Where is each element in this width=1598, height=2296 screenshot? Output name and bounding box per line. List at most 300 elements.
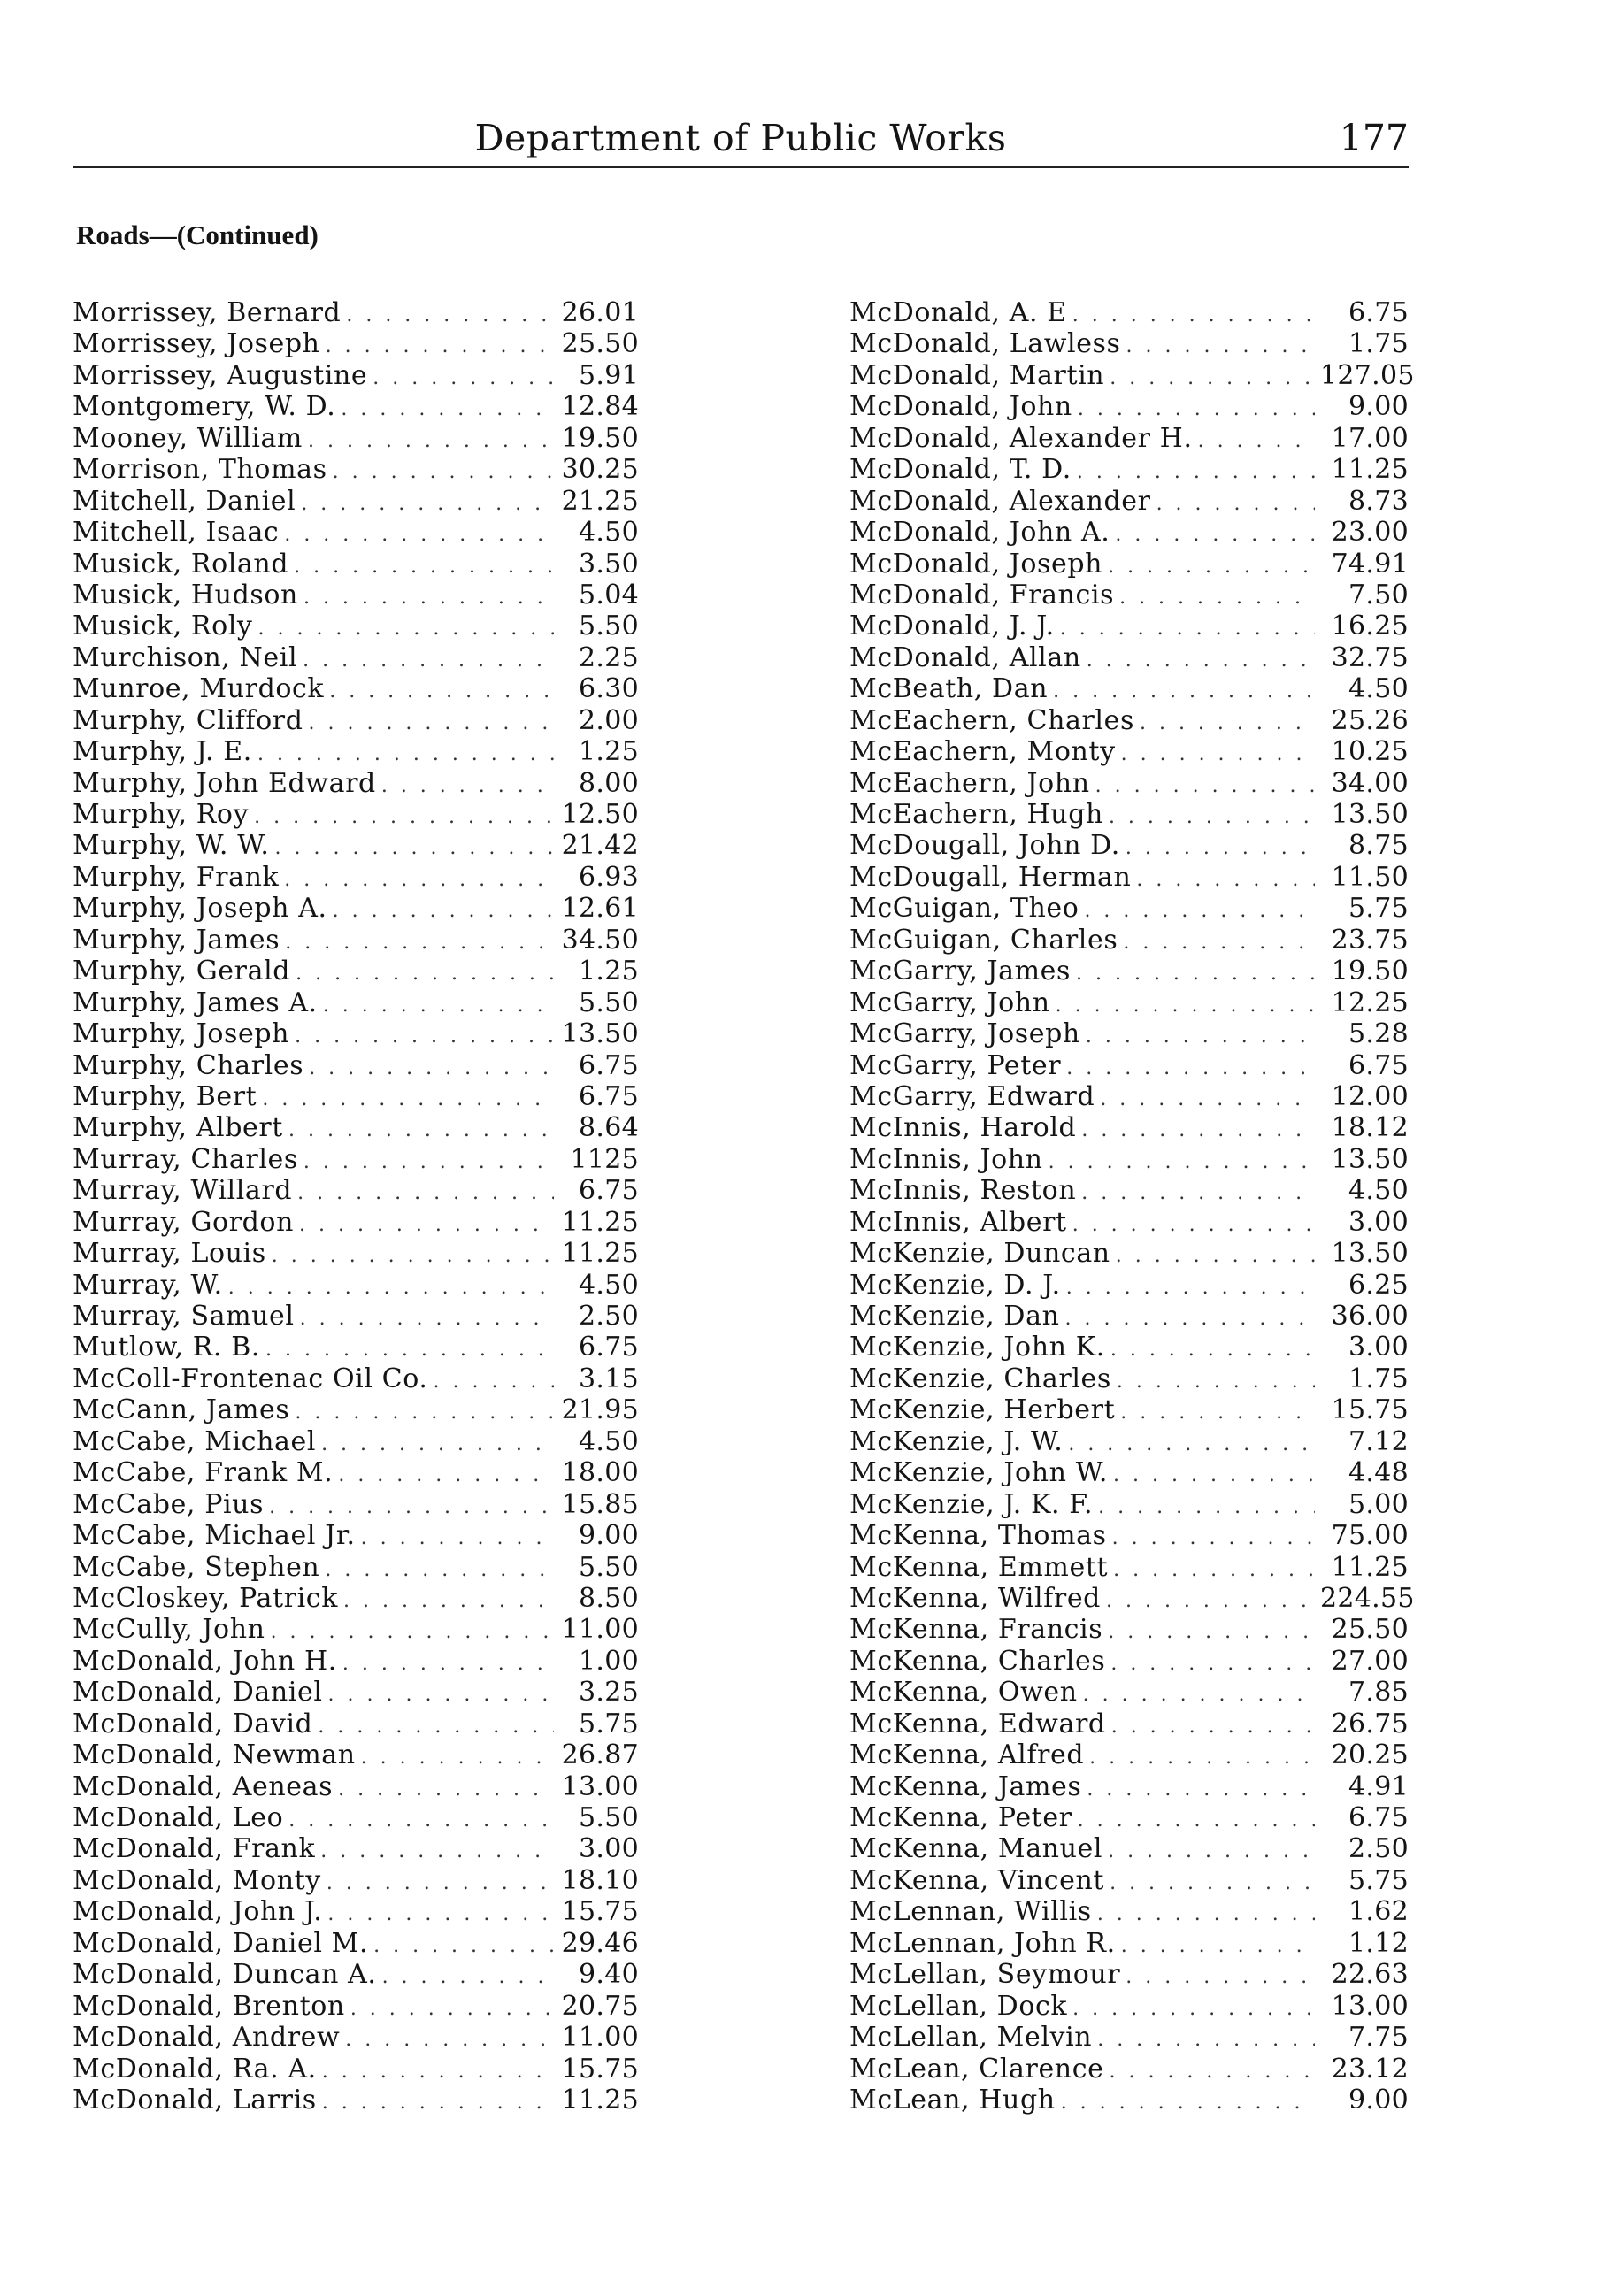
payee-name: McDonald, Leo — [73, 1802, 284, 1833]
payment-amount: 4.50 — [579, 1425, 639, 1457]
payee-name: Murphy, Bert — [73, 1080, 257, 1112]
dot-leader — [309, 708, 555, 739]
payee-name: McDonald, John J. — [73, 1896, 323, 1928]
dot-leader — [1109, 802, 1315, 833]
payment-amount: 6.75 — [1348, 297, 1409, 328]
payee-name: Murray, Charles — [73, 1143, 298, 1175]
payment-amount: 8.50 — [579, 1582, 639, 1614]
dot-leader — [288, 1805, 554, 1836]
payee-name: Murray, Louis — [73, 1238, 266, 1270]
payee-name: McKenzie, D. J. — [849, 1269, 1061, 1301]
dot-leader — [1121, 1931, 1315, 1962]
payee-name: Musick, Roly — [73, 610, 253, 642]
payment-amount: 2.00 — [579, 704, 639, 736]
payment-amount: 16.25 — [1331, 610, 1409, 642]
payment-amount: 1.00 — [579, 1645, 639, 1677]
payee-name: McKenna, Charles — [849, 1645, 1106, 1677]
list-item — [849, 1332, 1409, 1363]
payee-name: McKenzie, Dan — [849, 1301, 1060, 1332]
dot-leader — [373, 1931, 554, 1962]
list-item — [73, 328, 639, 359]
dot-leader — [1110, 1868, 1315, 1899]
list-item — [849, 1112, 1409, 1143]
payment-amount: 5.75 — [1348, 1864, 1409, 1896]
list-item — [73, 1802, 639, 1833]
dot-leader — [373, 363, 554, 394]
payee-name: McDonald, John — [849, 391, 1072, 423]
payment-amount: 18.00 — [561, 1457, 639, 1489]
payee-name: Murphy, Clifford — [73, 704, 303, 736]
dot-leader — [1108, 1616, 1315, 1647]
payment-amount: 2.50 — [1348, 1833, 1409, 1865]
list-item — [849, 2054, 1409, 2085]
list-item — [849, 1175, 1409, 1206]
payment-amount: 4.50 — [579, 517, 639, 549]
payment-amount: 11.25 — [561, 2084, 639, 2116]
list-item — [849, 297, 1409, 328]
payee-name: McCann, James — [73, 1394, 290, 1426]
payee-name: McCloskey, Patrick — [73, 1582, 338, 1614]
list-item — [849, 1833, 1409, 1864]
dot-leader — [285, 927, 554, 958]
payee-name: McDonald, Brenton — [73, 1990, 345, 2022]
payee-name: Mutlow, R. B. — [73, 1332, 260, 1363]
payment-amount: 5.00 — [1348, 1488, 1409, 1520]
dot-leader — [361, 1742, 554, 1773]
payee-name: McKenna, Owen — [849, 1677, 1078, 1709]
list-item — [73, 1332, 639, 1363]
payee-name: McLellan, Dock — [849, 1990, 1068, 2022]
payment-amount: 1.25 — [579, 956, 639, 987]
payment-amount: 13.50 — [1331, 1238, 1409, 1270]
payee-name: McDonald, Larris — [73, 2084, 317, 2116]
dot-leader — [1121, 739, 1315, 770]
dot-leader — [284, 519, 554, 550]
dot-leader — [1068, 1429, 1315, 1460]
payment-amount: 34.50 — [561, 924, 639, 956]
payment-amount: 6.75 — [1348, 1802, 1409, 1833]
list-item — [849, 1489, 1409, 1520]
payment-amount: 9.00 — [1348, 391, 1409, 423]
payment-amount: 32.75 — [1331, 641, 1409, 673]
dot-leader — [1126, 331, 1315, 362]
payee-name: McDonald, Alexander H. — [849, 422, 1193, 454]
list-item — [849, 2022, 1409, 2053]
dot-leader — [288, 1115, 554, 1146]
payee-name: McKenna, Vincent — [849, 1864, 1105, 1896]
dot-leader — [1097, 1899, 1315, 1930]
payment-amount: 5.91 — [579, 359, 639, 391]
dot-leader — [1053, 676, 1315, 707]
list-item — [73, 862, 639, 893]
payment-amount: 4.48 — [1348, 1457, 1409, 1489]
dot-leader — [1072, 1993, 1315, 2024]
payment-amount: 21.25 — [561, 485, 639, 517]
dot-leader — [1084, 895, 1315, 926]
dot-leader — [341, 394, 554, 425]
list-item — [73, 1144, 639, 1175]
dot-leader — [327, 1899, 554, 1930]
payment-amount: 25.50 — [561, 328, 639, 360]
list-item — [73, 1050, 639, 1081]
payee-name: Murphy, Charles — [73, 1049, 304, 1081]
dot-leader — [272, 1240, 554, 1271]
payment-amount: 12.00 — [1331, 1080, 1409, 1112]
payee-name: McLennan, Willis — [849, 1896, 1092, 1928]
page-number: 177 — [1339, 117, 1409, 159]
list-item — [849, 517, 1409, 548]
dot-leader — [303, 645, 554, 676]
payment-amount: 5.50 — [579, 610, 639, 642]
list-item — [849, 1928, 1409, 1959]
list-item — [849, 799, 1409, 830]
payment-amount: 13.50 — [1331, 799, 1409, 830]
list-item — [73, 768, 639, 799]
payment-amount: 12.84 — [561, 391, 639, 423]
list-item — [73, 1489, 639, 1520]
payee-name: McInnis, Harold — [849, 1112, 1077, 1144]
payment-amount: 5.50 — [579, 1551, 639, 1583]
payment-amount: 3.00 — [1348, 1206, 1409, 1238]
list-item — [849, 486, 1409, 517]
payment-amount: 4.50 — [1348, 673, 1409, 705]
payment-amount: 7.12 — [1348, 1425, 1409, 1457]
left-column-list — [73, 297, 639, 2116]
list-item — [849, 1865, 1409, 1896]
dot-leader — [257, 739, 554, 770]
payment-amount: 6.75 — [579, 1175, 639, 1207]
dot-leader — [1077, 457, 1315, 488]
dot-leader — [1106, 1586, 1315, 1616]
payment-amount: 11.50 — [1331, 861, 1409, 893]
list-item — [73, 486, 639, 517]
payment-amount: 3.25 — [579, 1677, 639, 1709]
payment-amount: 15.75 — [561, 2053, 639, 2085]
payee-name: Murray, Willard — [73, 1175, 293, 1207]
payment-amount: 11.00 — [561, 1614, 639, 1646]
payment-amount: 8.64 — [579, 1112, 639, 1144]
dot-leader — [1078, 1805, 1315, 1836]
payment-amount: 5.75 — [1348, 893, 1409, 925]
dot-leader — [262, 1084, 554, 1115]
dot-leader — [338, 1774, 554, 1805]
list-item — [73, 1301, 639, 1332]
payment-amount: 6.75 — [579, 1080, 639, 1112]
dot-leader — [299, 1209, 554, 1240]
list-item — [849, 1301, 1409, 1332]
dot-leader — [257, 613, 554, 644]
dot-leader — [434, 1366, 555, 1397]
payee-name: McKenzie, Charles — [849, 1363, 1111, 1394]
list-item — [73, 673, 639, 704]
list-item — [849, 549, 1409, 580]
dot-leader — [1110, 1648, 1315, 1679]
payee-name: McLellan, Seymour — [849, 1959, 1121, 1991]
payee-name: Murphy, James A. — [73, 987, 318, 1018]
list-item — [849, 1991, 1409, 2022]
list-item — [849, 1207, 1409, 1238]
page-header — [73, 113, 1409, 168]
payee-name: McCabe, Stephen — [73, 1551, 320, 1583]
dot-leader — [1060, 613, 1315, 644]
dot-leader — [1083, 1679, 1315, 1710]
list-item — [73, 642, 639, 673]
payment-amount: 13.00 — [1331, 1990, 1409, 2022]
payment-amount: 25.50 — [1331, 1614, 1409, 1646]
dot-leader — [345, 2024, 554, 2055]
dot-leader — [323, 990, 554, 1021]
payment-amount: 20.25 — [1331, 1739, 1409, 1771]
payee-name: McGarry, Peter — [849, 1049, 1062, 1081]
dot-leader — [382, 1962, 554, 1993]
payee-name: Morrissey, Bernard — [73, 297, 342, 328]
payee-name: McLean, Clarence — [849, 2053, 1104, 2085]
payment-amount: 5.28 — [1348, 1018, 1409, 1050]
payee-name: Mitchell, Isaac — [73, 517, 280, 549]
payment-amount: 11.25 — [561, 1238, 639, 1270]
payment-amount: 8.00 — [579, 767, 639, 799]
payee-name: Murphy, J. E. — [73, 736, 252, 768]
payment-amount: 15.75 — [1331, 1394, 1409, 1426]
list-item — [73, 2054, 639, 2085]
dot-leader — [329, 676, 554, 707]
payee-name: McDonald, A. E — [849, 297, 1067, 328]
payment-amount: 4.50 — [1348, 1175, 1409, 1207]
payment-amount: 1.75 — [1348, 328, 1409, 360]
dot-leader — [309, 1053, 554, 1084]
list-item — [849, 1363, 1409, 1394]
payee-name: Murphy, James — [73, 924, 280, 956]
dot-leader — [1156, 488, 1315, 519]
payee-name: McInnis, Reston — [849, 1175, 1077, 1207]
dot-leader — [1087, 1774, 1315, 1805]
dot-leader — [1113, 1460, 1315, 1491]
list-item — [73, 391, 639, 422]
payment-amount: 9.00 — [579, 1520, 639, 1552]
payee-name: McDonald, Martin — [849, 359, 1105, 391]
payment-amount: 1.25 — [579, 736, 639, 768]
dot-leader — [338, 1460, 554, 1491]
list-item — [73, 1833, 639, 1864]
payment-amount: 20.75 — [561, 1990, 639, 2022]
payee-name: Murchison, Neil — [73, 641, 298, 673]
payee-name: Murphy, John Edward — [73, 767, 376, 799]
dot-leader — [1117, 1366, 1315, 1397]
list-item — [849, 1896, 1409, 1927]
payment-amount: 19.50 — [561, 422, 639, 454]
dot-leader — [308, 426, 554, 457]
list-item — [849, 1802, 1409, 1833]
payee-name: McKenna, Thomas — [849, 1520, 1107, 1552]
list-item — [849, 2085, 1409, 2116]
payee-name: McDonald, Frank — [73, 1833, 316, 1865]
right-column-list — [849, 297, 1415, 2116]
dot-leader — [1113, 1555, 1315, 1586]
dot-leader — [1119, 582, 1315, 613]
dot-leader — [295, 1021, 554, 1052]
payee-name: McKenna, Manuel — [849, 1833, 1103, 1865]
dot-leader — [322, 2056, 554, 2087]
payee-name: Murphy, Albert — [73, 1112, 283, 1144]
payee-name: Montgomery, W. D. — [73, 391, 336, 423]
list-item — [849, 956, 1409, 987]
list-item — [849, 768, 1409, 799]
payment-amount: 12.50 — [561, 799, 639, 830]
payee-name: McKenna, Francis — [849, 1614, 1103, 1646]
payee-name: McDonald, Newman — [73, 1739, 356, 1771]
payment-amount: 12.61 — [561, 893, 639, 925]
payment-amount: 2.50 — [579, 1301, 639, 1332]
payment-amount: 9.00 — [1348, 2084, 1409, 2116]
payment-amount: 30.25 — [561, 454, 639, 486]
payment-amount: 1.12 — [1348, 1927, 1409, 1959]
list-item — [849, 391, 1409, 422]
payee-name: McDougall, Herman — [849, 861, 1132, 893]
payment-amount: 23.00 — [1331, 517, 1409, 549]
payee-name: McKenzie, J. W. — [849, 1425, 1064, 1457]
payment-amount: 7.85 — [1348, 1677, 1409, 1709]
dot-leader — [300, 1303, 554, 1334]
payee-name: McCabe, Michael Jr. — [73, 1520, 356, 1552]
payment-amount: 13.00 — [561, 1770, 639, 1802]
payment-amount: 1125 — [570, 1143, 639, 1175]
dot-leader — [361, 1523, 554, 1554]
payee-name: Murphy, W. W. — [73, 830, 270, 862]
payment-amount: 3.15 — [579, 1363, 639, 1394]
list-item — [849, 893, 1409, 924]
payment-amount: 8.73 — [1348, 485, 1409, 517]
payment-amount: 5.50 — [579, 1802, 639, 1833]
dot-leader — [333, 895, 554, 926]
list-item — [849, 1238, 1409, 1269]
payment-amount: 36.00 — [1331, 1301, 1409, 1332]
list-item — [73, 1081, 639, 1112]
list-item — [73, 1646, 639, 1677]
dot-leader — [1198, 426, 1315, 457]
payment-amount: 11.25 — [561, 1206, 639, 1238]
list-item — [73, 925, 639, 956]
list-item — [849, 705, 1409, 736]
payment-amount: 15.85 — [561, 1488, 639, 1520]
list-item — [73, 1238, 639, 1269]
dot-leader — [318, 1711, 554, 1742]
payee-name: McKenna, Edward — [849, 1708, 1106, 1739]
payment-amount: 6.75 — [579, 1049, 639, 1081]
dot-leader — [1115, 519, 1315, 550]
dot-leader — [1066, 1053, 1315, 1084]
list-item — [73, 1928, 639, 1959]
list-item — [73, 956, 639, 987]
list-item — [849, 925, 1409, 956]
dot-leader — [321, 1429, 554, 1460]
payment-amount: 26.01 — [561, 297, 639, 328]
dot-leader — [1081, 1115, 1315, 1146]
list-item — [849, 1614, 1409, 1645]
payee-name: Morrison, Thomas — [73, 454, 327, 486]
list-item — [849, 736, 1409, 767]
payment-amount: 6.75 — [1348, 1049, 1409, 1081]
list-item — [73, 1896, 639, 1927]
page-title: Department of Public Works — [474, 117, 1007, 159]
payee-name: McEachern, Monty — [849, 736, 1116, 768]
payment-amount: 11.25 — [1331, 454, 1409, 486]
payee-name: McLennan, John R. — [849, 1927, 1116, 1959]
payee-name: McDonald, Ra. A. — [73, 2053, 317, 2085]
dot-leader — [271, 1616, 554, 1647]
list-item — [73, 1614, 639, 1645]
list-item — [849, 1018, 1409, 1049]
payee-name: McEachern, Hugh — [849, 799, 1103, 830]
payee-name: McDonald, Allan — [849, 641, 1081, 673]
payment-amount: 7.50 — [1348, 579, 1409, 610]
payment-amount: 21.42 — [561, 830, 639, 862]
payee-name: McKenna, Peter — [849, 1802, 1072, 1833]
payment-amount: 27.00 — [1331, 1645, 1409, 1677]
list-item — [73, 736, 639, 767]
payment-amount: 4.91 — [1348, 1770, 1409, 1802]
dot-leader — [1066, 1272, 1315, 1303]
payee-name: Mitchell, Daniel — [73, 485, 296, 517]
payment-amount: 9.40 — [579, 1959, 639, 1991]
payee-name: McKenna, Emmett — [849, 1551, 1109, 1583]
payment-amount: 6.93 — [579, 861, 639, 893]
payment-amount: 25.26 — [1331, 704, 1409, 736]
dot-leader — [303, 582, 554, 613]
dot-leader — [1095, 771, 1315, 802]
payment-amount: 23.75 — [1331, 924, 1409, 956]
list-item — [73, 423, 639, 454]
section-heading: Roads—(Continued) — [76, 219, 319, 250]
payee-name: McGuigan, Charles — [849, 924, 1118, 956]
dot-leader — [1140, 708, 1315, 739]
list-item — [73, 1520, 639, 1551]
payment-amount: 8.75 — [1348, 830, 1409, 862]
payee-name: McGarry, James — [849, 956, 1071, 987]
list-item — [73, 1739, 639, 1770]
payee-name: McDonald, Lawless — [849, 328, 1121, 360]
list-item — [73, 1175, 639, 1206]
dot-leader — [1123, 927, 1315, 958]
dot-leader — [346, 300, 554, 331]
payment-amount: 26.87 — [561, 1739, 639, 1771]
list-item — [73, 297, 639, 328]
list-item — [849, 1959, 1409, 1990]
list-item — [73, 1207, 639, 1238]
payee-name: McCully, John — [73, 1614, 265, 1646]
payee-name: McKenzie, J. K. F. — [849, 1488, 1094, 1520]
payee-name: McKenna, James — [849, 1770, 1082, 1802]
payee-name: McDonald, Francis — [849, 579, 1115, 610]
dot-leader — [1111, 1711, 1315, 1742]
payee-name: Mooney, William — [73, 422, 303, 454]
payee-name: Murphy, Joseph — [73, 1018, 290, 1050]
dot-leader — [265, 1334, 554, 1365]
list-item — [73, 1552, 639, 1583]
payee-name: McDonald, J. J. — [849, 610, 1055, 642]
payee-name: McInnis, John — [849, 1143, 1043, 1175]
list-item — [73, 1865, 639, 1896]
list-item — [849, 1709, 1409, 1739]
list-item — [73, 987, 639, 1018]
list-item — [73, 517, 639, 548]
dot-leader — [1120, 1397, 1315, 1428]
dot-leader — [296, 958, 554, 989]
payment-amount: 19.50 — [1331, 956, 1409, 987]
payee-name: Murphy, Gerald — [73, 956, 291, 987]
payee-name: McDonald, Aeneas — [73, 1770, 334, 1802]
list-item — [73, 549, 639, 580]
dot-leader — [1110, 1334, 1315, 1365]
